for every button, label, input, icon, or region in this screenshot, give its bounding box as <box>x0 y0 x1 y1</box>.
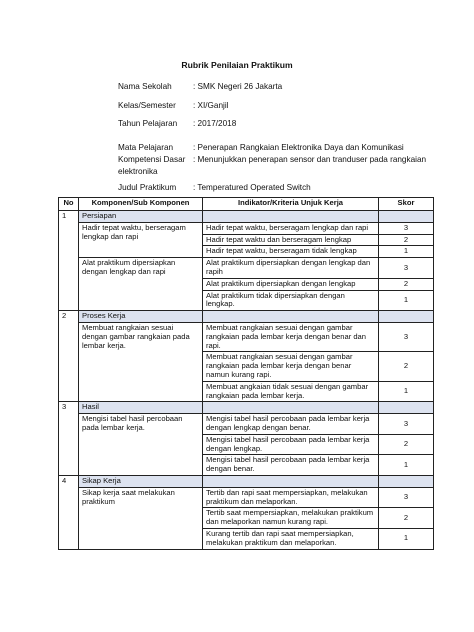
skor-cell: 3 <box>379 258 434 279</box>
section-empty-cell <box>203 402 379 414</box>
section-empty-cell <box>203 475 379 487</box>
skor-cell: 3 <box>379 222 434 234</box>
table-row <box>59 487 434 508</box>
indikator-cell: Mengisi tabel hasil percobaan pada lembar kerja dengan benar. <box>203 455 379 476</box>
indikator-cell: Mengisi tabel hasil percobaan pada lembar kerja dengan lengkap dengan benar. <box>203 414 379 435</box>
section-name: Hasil <box>79 402 203 414</box>
komponen-cell: Membuat rangkaian sesuai dengan gambar rangkaian pada lembar kerja. <box>79 322 203 401</box>
section-empty-cell <box>203 311 379 323</box>
skor-cell: 3 <box>379 487 434 508</box>
skor-cell: 2 <box>379 234 434 246</box>
meta-label: Mata Pelajaran <box>118 143 174 152</box>
meta-value: : SMK Negeri 26 Jakarta <box>193 82 283 91</box>
komponen-cell: Sikap kerja saat melakukan praktikum <box>79 487 203 549</box>
komponen-cell: Mengisi tabel hasil percobaan pada lembar kerja. <box>79 414 203 476</box>
komponen-cell: Hadir tepat waktu, berseragam lengkap dan rapi <box>79 222 203 257</box>
indikator-cell: Alat praktikum dipersiapkan dengan lengkap dan rapih <box>203 258 379 279</box>
indikator-cell: Membuat rangkaian sesuai dengan gambar rangkaian pada lembar kerja dengan benar namun kurang rapi. <box>203 352 379 381</box>
section-number: 4 <box>59 475 79 549</box>
indikator-cell: Membuat rangkaian sesuai dengan gambar rangkaian pada lembar kerja dengan benar dan rapi. <box>203 322 379 351</box>
indikator-cell: Kurang tertib dan rapi saat mempersiapkan, melakukan praktikum dan melaporkan. <box>203 528 379 549</box>
rubric-table <box>58 197 434 550</box>
indikator-cell: Mengisi tabel hasil percobaan pada lembar kerja dengan lengkap. <box>203 434 379 455</box>
section-number: 1 <box>59 211 79 311</box>
section-row <box>59 475 434 487</box>
header-indikator: Indikator/Kriteria Unjuk Kerja <box>203 198 379 211</box>
meta-value: : 2017/2018 <box>193 119 237 128</box>
section-empty-cell <box>379 311 434 323</box>
header-skor: Skor <box>379 198 434 211</box>
section-row <box>59 311 434 323</box>
section-empty-cell <box>379 211 434 223</box>
skor-cell: 1 <box>379 290 434 311</box>
indikator-cell: Tertib dan rapi saat mempersiapkan, melakukan praktikum dan melaporkan. <box>203 487 379 508</box>
komponen-cell: Alat praktikum dipersiapkan dengan lengkap dan rapi <box>79 258 203 311</box>
meta-label: Nama Sekolah <box>118 82 172 91</box>
table-row <box>59 322 434 351</box>
table-row <box>59 414 434 435</box>
section-row <box>59 211 434 223</box>
indikator-cell: Alat praktikum dipersiapkan dengan lengkap <box>203 278 379 290</box>
meta-label: Kelas/Semester <box>118 101 176 110</box>
section-empty-cell <box>379 402 434 414</box>
indikator-cell: Hadir tepat waktu, berseragam lengkap dan rapi <box>203 222 379 234</box>
meta-value: : XI/Ganjil <box>193 101 229 110</box>
header-no: No <box>59 198 79 211</box>
document-title: Rubrik Penilaian Praktikum <box>181 60 293 70</box>
meta-label: Tahun Pelajaran <box>118 119 178 128</box>
indikator-cell: Hadir tepat waktu, berseragam tidak lengkap <box>203 246 379 258</box>
skor-cell: 1 <box>379 246 434 258</box>
meta-label: elektronika <box>118 167 158 176</box>
indikator-cell: Membuat angkaian tidak sesuai dengan gambar rangkaian pada lembar kerja. <box>203 381 379 402</box>
skor-cell: 3 <box>379 322 434 351</box>
table-row <box>59 258 434 279</box>
meta-value: : Penerapan Rangkaian Elektronika Daya dan Komunikasi <box>193 143 404 152</box>
section-name: Sikap Kerja <box>79 475 203 487</box>
skor-cell: 1 <box>379 528 434 549</box>
skor-cell: 1 <box>379 455 434 476</box>
section-name: Proses Kerja <box>79 311 203 323</box>
section-empty-cell <box>379 475 434 487</box>
table-row <box>59 222 434 234</box>
indikator-cell: Tertib saat mempersiapkan, melakukan praktikum dan melaporkan namun kurang rapi. <box>203 508 379 529</box>
section-row <box>59 402 434 414</box>
skor-cell: 2 <box>379 508 434 529</box>
table-header-row <box>59 198 434 211</box>
section-name: Persiapan <box>79 211 203 223</box>
skor-cell: 2 <box>379 434 434 455</box>
skor-cell: 1 <box>379 381 434 402</box>
skor-cell: 2 <box>379 278 434 290</box>
section-number: 3 <box>59 402 79 476</box>
meta-value: : Menunjukkan penerapan sensor dan tranduser pada rangkaian <box>193 155 427 164</box>
header-komponen: Komponen/Sub Komponen <box>79 198 203 211</box>
indikator-cell: Hadir tepat waktu dan berseragam lengkap <box>203 234 379 246</box>
section-number: 2 <box>59 311 79 402</box>
meta-value: : Temperatured Operated Switch <box>193 183 311 192</box>
indikator-cell: Alat praktikum tidak dipersiapkan dengan lengkap. <box>203 290 379 311</box>
meta-label: Kompetensi Dasar <box>118 155 186 164</box>
skor-cell: 3 <box>379 414 434 435</box>
section-empty-cell <box>203 211 379 223</box>
meta-label: Judul Praktikum <box>118 183 177 192</box>
skor-cell: 2 <box>379 352 434 381</box>
